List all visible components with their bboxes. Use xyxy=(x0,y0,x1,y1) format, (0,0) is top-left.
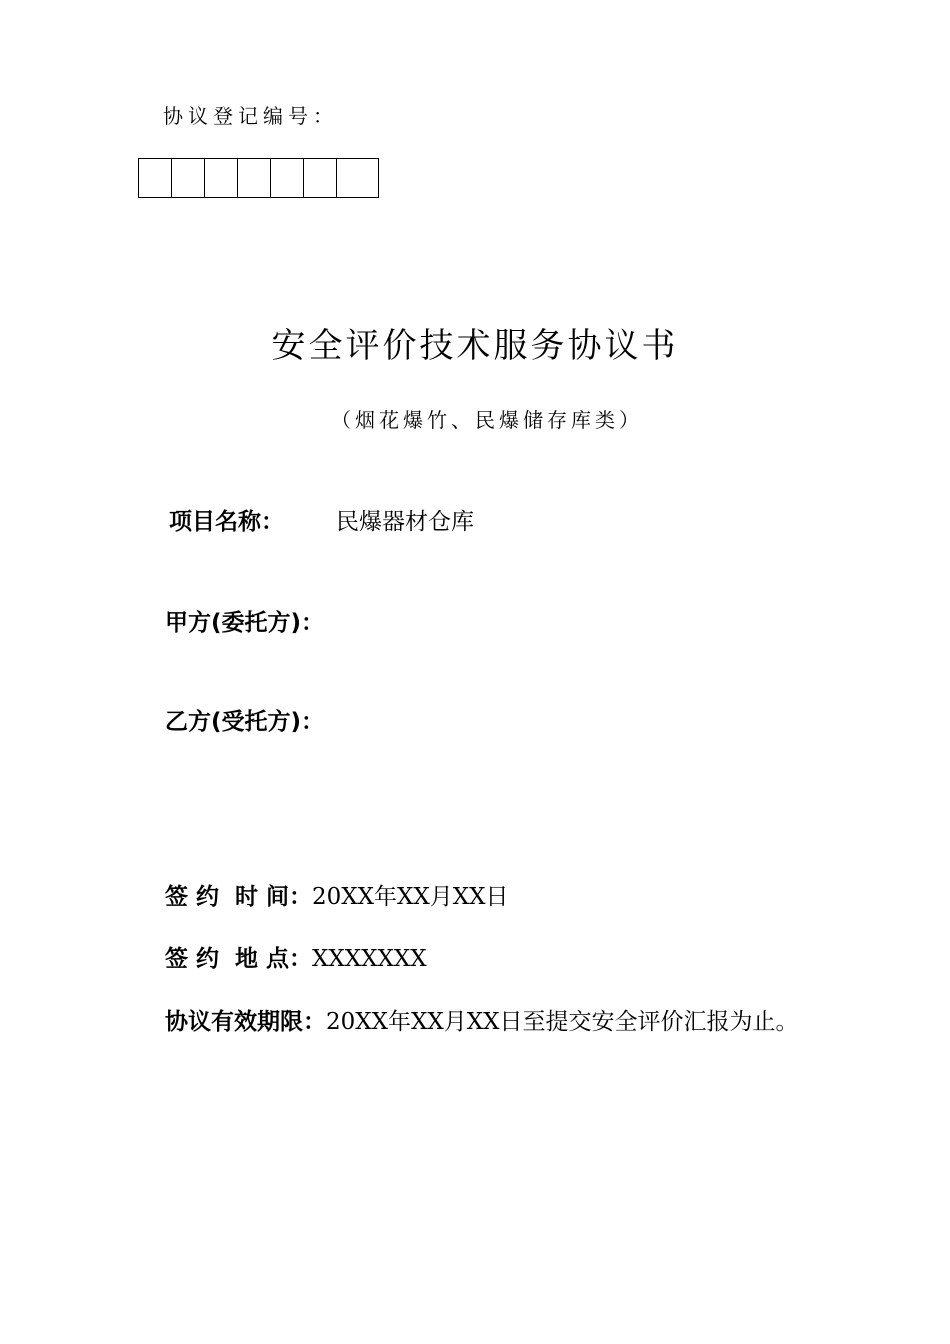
signing-time-row xyxy=(165,878,509,911)
registration-digit-box[interactable] xyxy=(205,158,238,198)
registration-digit-box[interactable] xyxy=(172,158,205,198)
registration-digit-box[interactable] xyxy=(238,158,271,198)
signing-place-row xyxy=(165,940,427,973)
document-title: 安全评价技术服务协议书 xyxy=(271,326,679,366)
registration-digit-box[interactable] xyxy=(271,158,304,198)
project-name-label: 项目名称： xyxy=(169,509,284,535)
party-b-label: 乙方(受托方)： xyxy=(165,709,325,735)
registration-number-label: 协议登记编号： xyxy=(163,104,338,128)
signing-time-value: 20XX年XX月XX日 xyxy=(312,884,509,910)
registration-number-boxes xyxy=(138,158,379,198)
registration-digit-box[interactable] xyxy=(337,158,379,198)
signing-place-label: 签 约 地 点： xyxy=(165,946,313,972)
document-subtitle: （烟花爆竹、民爆储存库类） xyxy=(331,408,643,432)
validity-period-row xyxy=(165,1003,799,1036)
party-a-label: 甲方(委托方)： xyxy=(165,610,325,636)
registration-digit-box[interactable] xyxy=(139,158,172,198)
signing-time-label: 签 约 时 间： xyxy=(165,884,313,910)
validity-period-value: 20XX年XX月XX日至提交安全评价汇报为止。 xyxy=(326,1009,799,1035)
signing-place-value: XXXXXXX xyxy=(312,946,427,972)
project-name-value: 民爆器材仓库 xyxy=(336,509,474,535)
validity-period-label: 协议有效期限： xyxy=(165,1009,326,1035)
registration-digit-box[interactable] xyxy=(304,158,337,198)
